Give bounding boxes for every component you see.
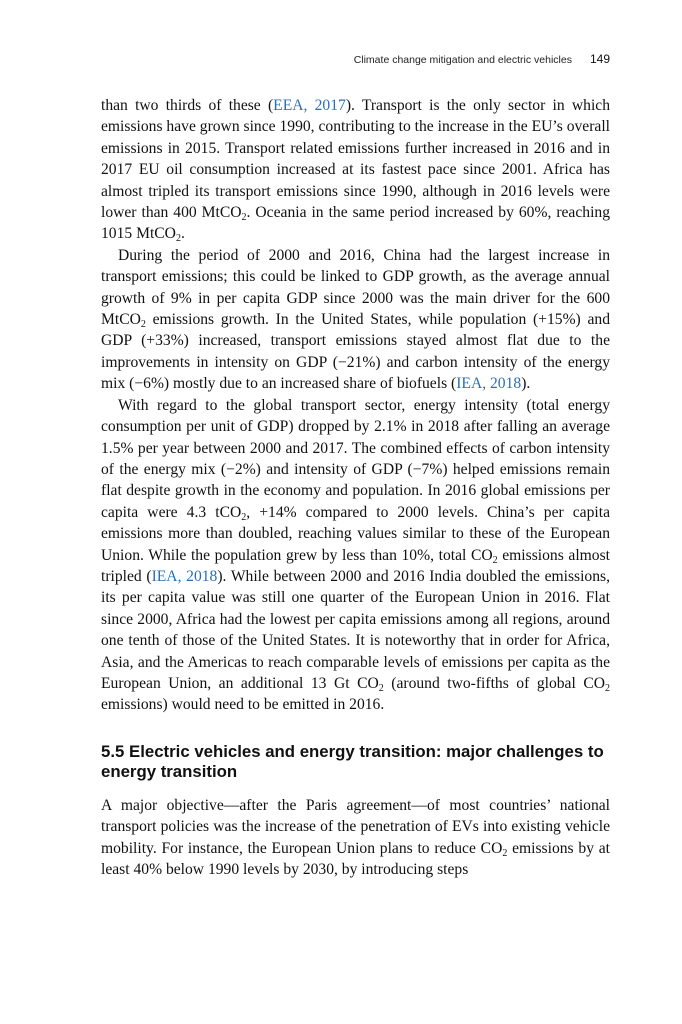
paragraph-2: During the period of 2000 and 2016, China had the largest increase in transport emissions; this could be linked to GDP growth, as the average annual growth of 9% in per capita GDP since 2000 was the main driver for the 600 MtCO$_2$ emissions growth. In the United States, while population (+15%) and GDP (+33%) increased, transport emissions stayed almost flat due to the improvements in intensity on GDP (−21%) and carbon intensity of the energy mix (−6%) mostly due to an increased share of biofuels (IEA, 2018). — [101, 246, 610, 393]
section-number: 5.5 — [101, 741, 125, 761]
page-number: 149 — [589, 52, 610, 66]
citation-link[interactable]: IEA, 2018 — [151, 567, 218, 585]
running-header — [354, 52, 610, 66]
citation-link[interactable]: IEA, 2018 — [456, 375, 522, 393]
page-body — [101, 95, 610, 880]
paragraph-3: With regard to the global transport sector, energy intensity (total energy consumption per unit of GDP) dropped by 2.1% in 2018 after falling an average 1.5% per year between 2000 and 2017. The combined effects of carbon intensity of the energy mix (−2%) and intensity of GDP (−7%) helped emissions remain flat despite growth in the economy and population. In 2016 global emissions per capita were 4.3 tCO$_2$, +14% compared to 2000 levels. China’s per capita emissions more than doubled, reaching values similar to these of the European Union. While the population grew by less than 10%, total $CO_2$ emissions almost tripled (IEA, 2018). While between 2000 and 2016 India doubled the emissions, its per capita value was still one quarter of the European Union in 2016. Flat since 2000, Africa had the lowest per capita emissions among all regions, around one tenth of those of the United States. It is noteworthy that in order for Africa, Asia, and the Americas to reach comparable levels of emissions per capita as the European Union, an additional 13 Gt $CO_2$ (around two-fifths of global $CO_2$ emissions) would need to be emitted in 2016. — [101, 396, 610, 714]
citation-link[interactable]: EEA, 2017 — [273, 97, 346, 114]
section-heading — [101, 742, 610, 782]
running-title: Climate change mitigation and electric vehicles — [353, 54, 572, 66]
paragraph-4: A major objective—after the Paris agreement—of most countries’ national transport policies was the increase of the penetration of EVs into existing vehicle mobility. For instance, the European Union plans to reduce $CO_2$ emissions by at least 40% below 1990 levels by 2030, by introducing steps — [101, 796, 611, 878]
section-title: Electric vehicles and energy transition: major challenges to energy transition — [101, 741, 604, 781]
paragraph-1: than two thirds of these (EEA, 2017). Transport is the only sector in which emissions have grown since 1990, contributing to the increase in the EU’s overall emissions in 2015. Transport related emissions further increased in 2016 and in 2017 EU oil consumption increased at its fastest pace since 2001. Africa has almost tripled its transport emissions since 1990, although in 2016 levels were lower than 400 MtCO$_2$. Oceania in the same period increased by 60%, reaching 1015 MtCO$_2$. — [101, 97, 610, 245]
